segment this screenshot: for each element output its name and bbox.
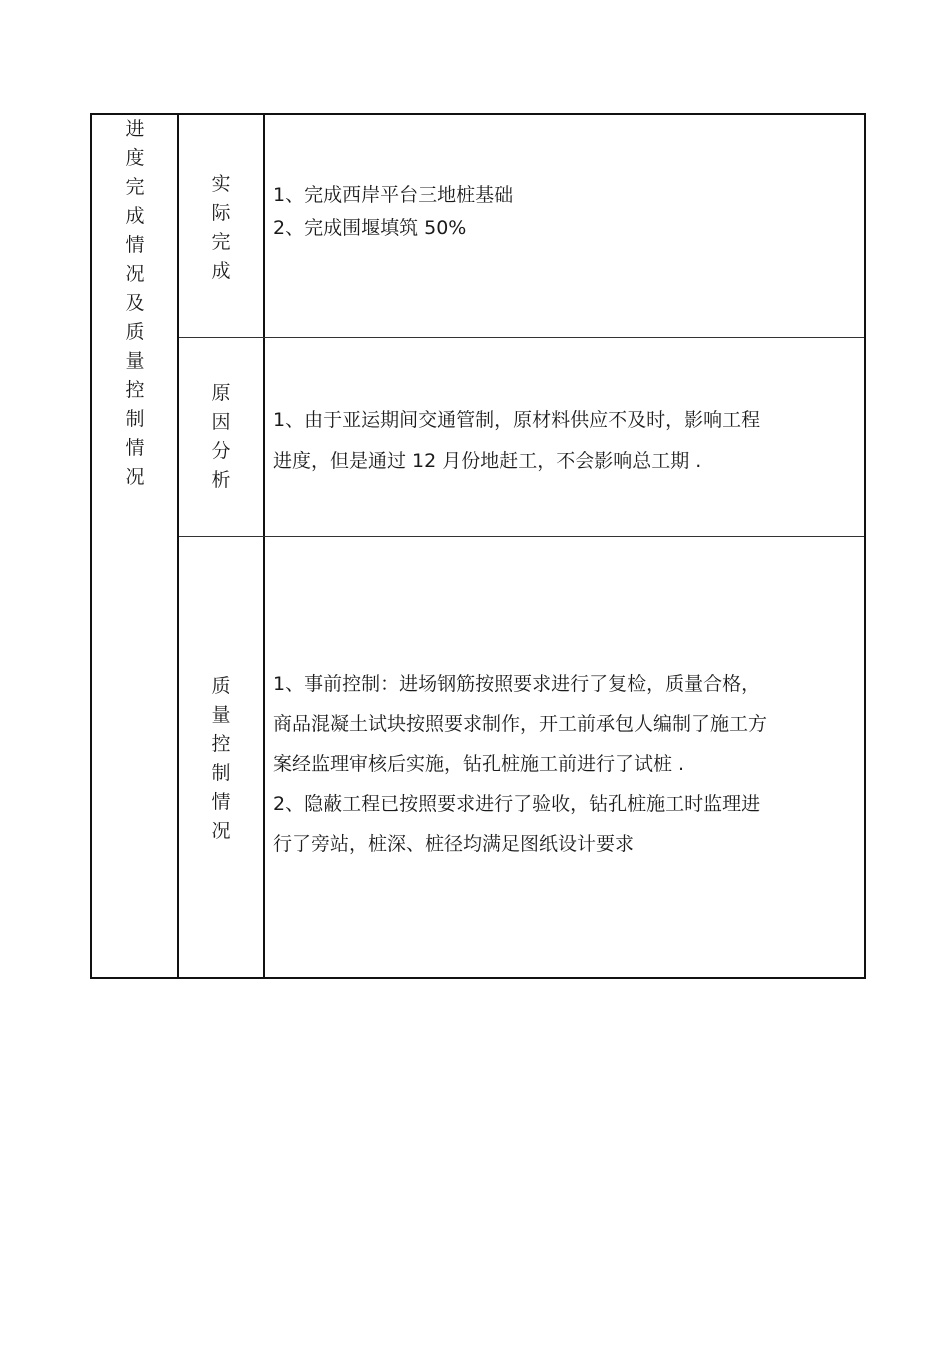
progress-quality-table [90, 113, 866, 979]
content-line: 1、事前控制：进场钢筋按照要求进行了复检，质量合格， [273, 673, 761, 695]
actual-completion-content [273, 179, 836, 245]
row-label-cause-analysis: 原因分析 [211, 382, 231, 491]
quality-control-content [273, 664, 836, 864]
content-line: 2、完成围堰填筑 50% [273, 217, 467, 239]
content-line: 行了旁站，桩深、桩径均满足图纸设计要求 [273, 833, 635, 855]
section-label: 进度完成情况及质量控制情况 [125, 118, 145, 488]
content-line: 商品混凝土试块按照要求制作，开工前承包人编制了施工方 [273, 713, 768, 735]
column-divider-1 [177, 115, 179, 977]
row-divider-1 [179, 337, 864, 338]
row-label-quality-control: 质量控制情况 [211, 675, 231, 842]
content-line: 1、完成西岸平台三地桩基础 [273, 184, 514, 206]
row-divider-2 [179, 536, 864, 537]
content-line: 1、由于亚运期间交通管制，原材料供应不及时，影响工程 [273, 409, 761, 431]
cause-analysis-content [273, 400, 836, 482]
content-line: 进度，但是通过 12 月份地赶工，不会影响总工期 . [273, 450, 702, 472]
column-divider-2 [263, 115, 265, 977]
row-label-actual-completion: 实际完成 [211, 173, 231, 282]
content-line: 2、隐蔽工程已按照要求进行了验收，钻孔桩施工时监理进 [273, 793, 761, 815]
content-line: 案经监理审核后实施，钻孔桩施工前进行了试桩 . [273, 753, 685, 775]
